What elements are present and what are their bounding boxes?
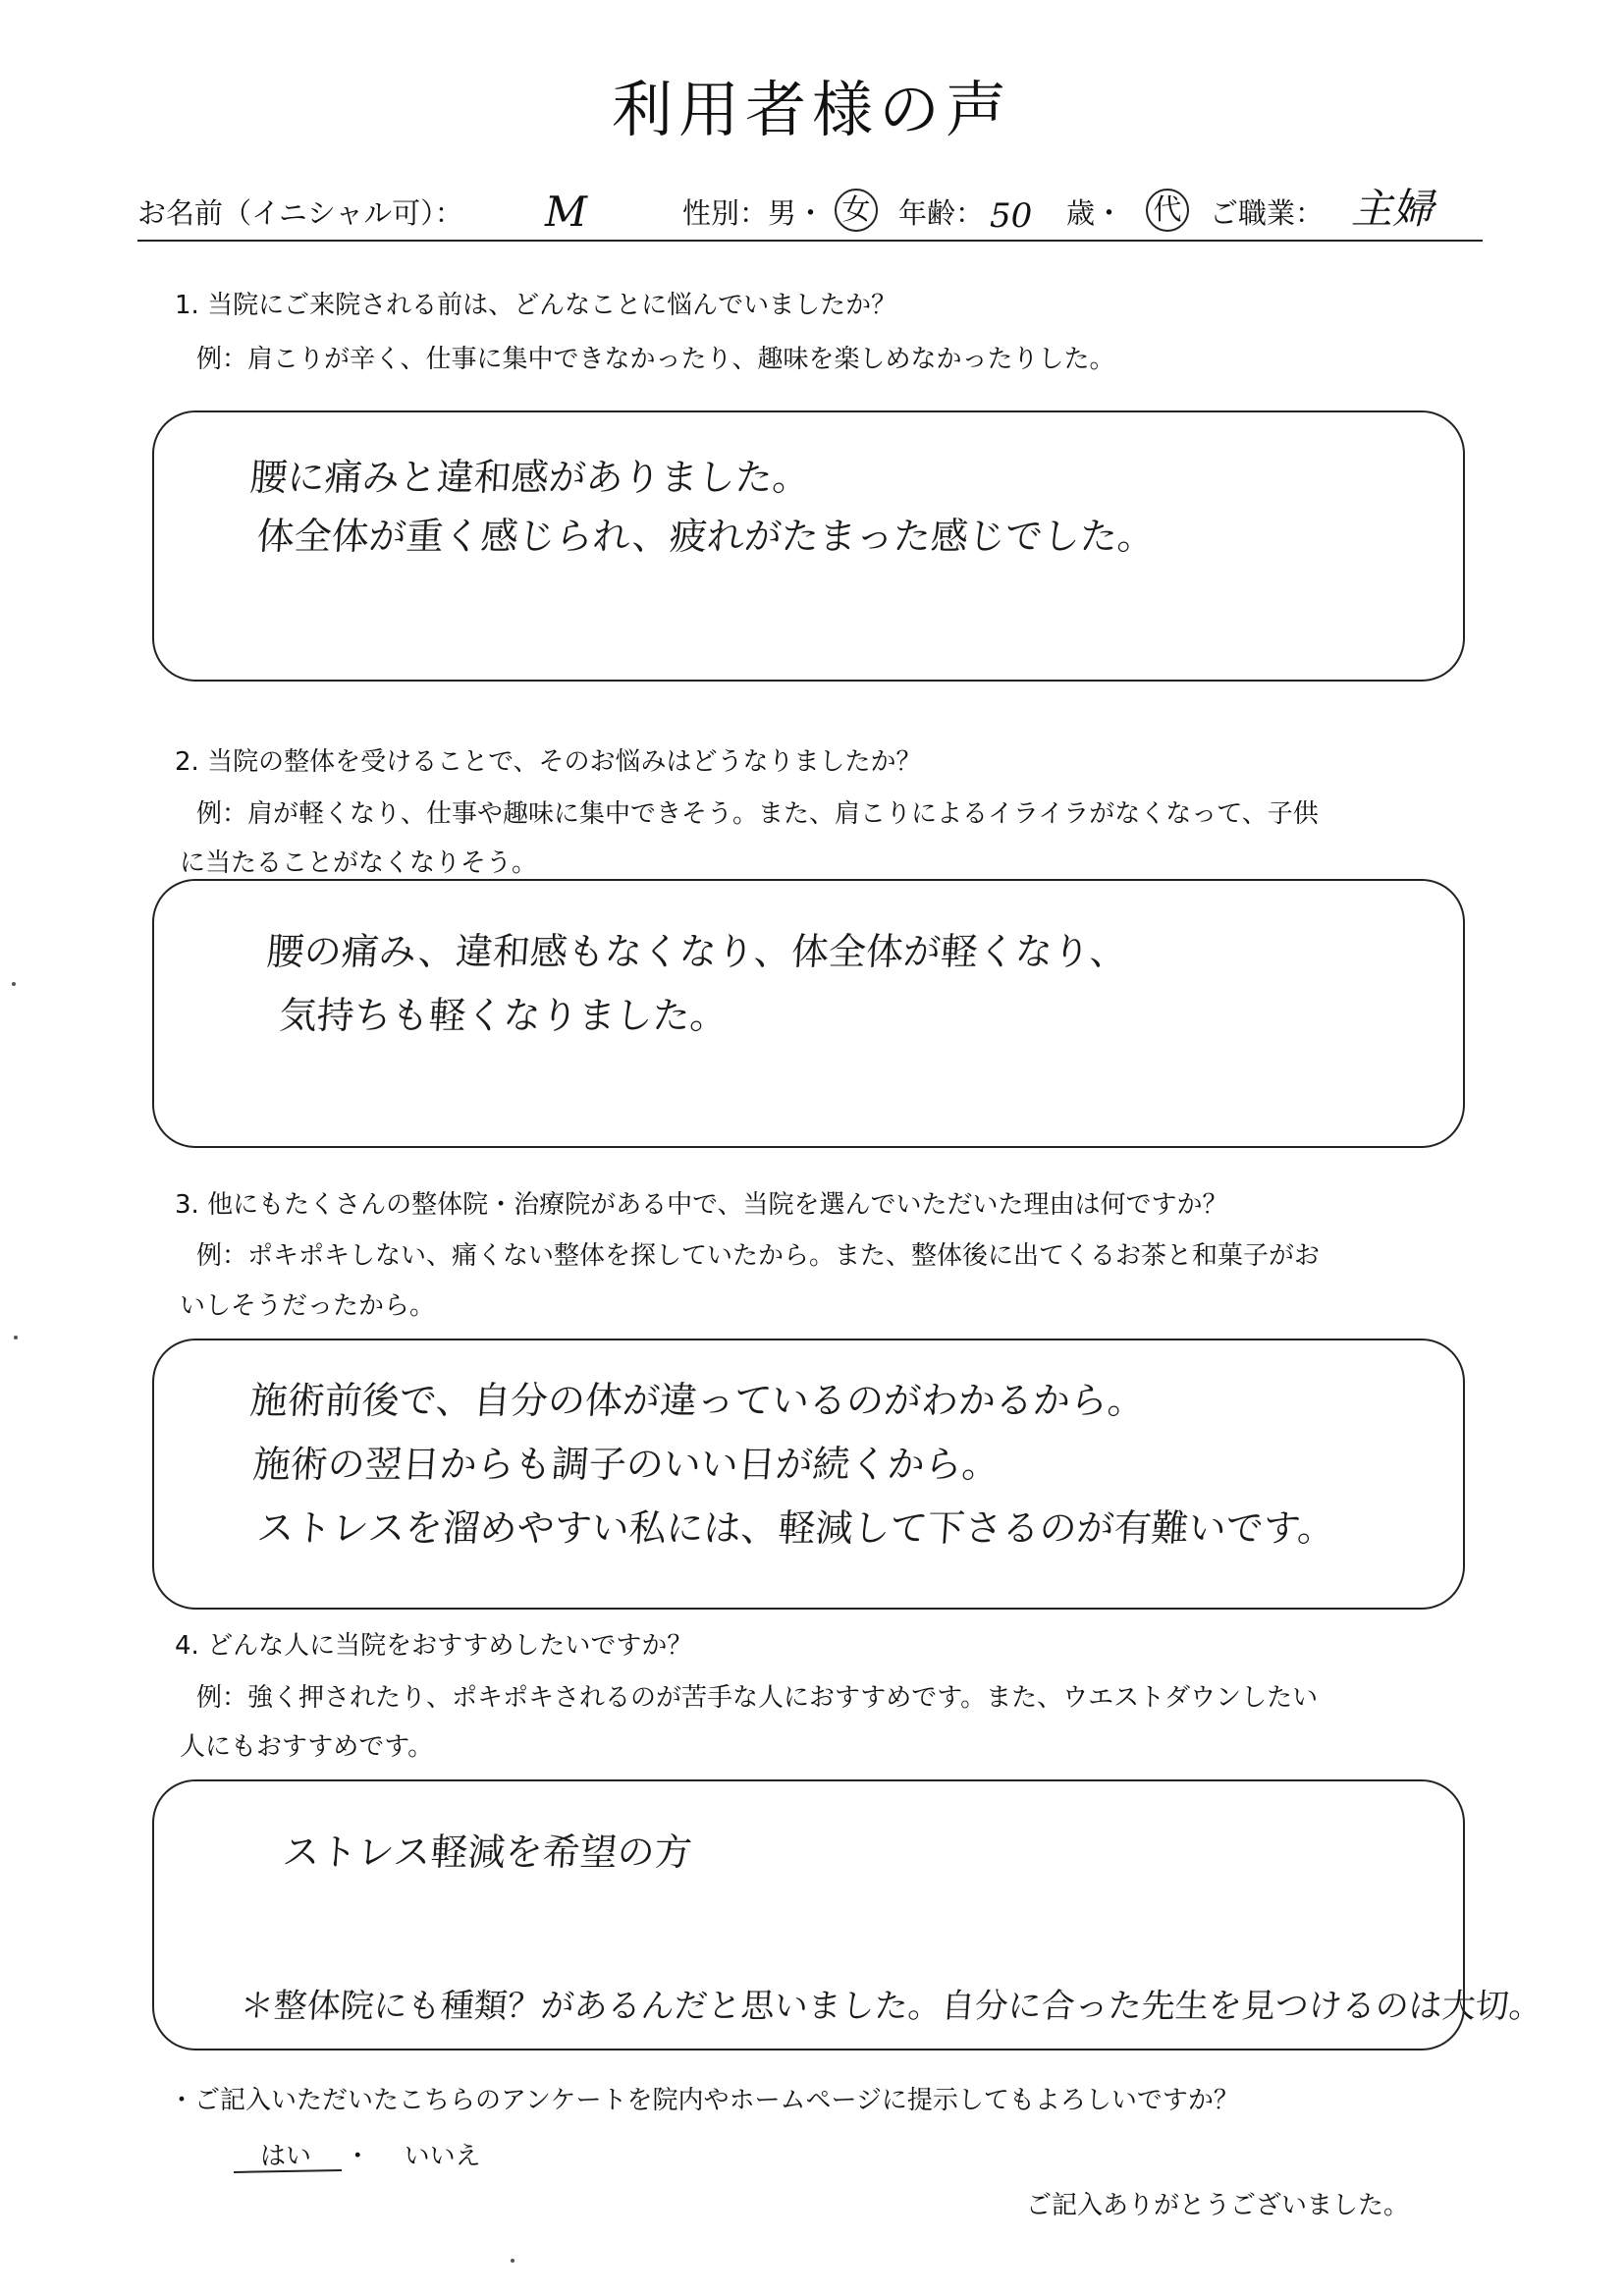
- question-1: [175, 285, 896, 321]
- question-2: [175, 741, 922, 778]
- question-text: 当院の整体を受けることで、そのお悩みはどうなりましたか？: [207, 747, 922, 777]
- job-label: ご職業：: [1210, 196, 1325, 230]
- consent-yes: はい: [260, 2142, 312, 2171]
- gender-selected-mark: 女: [835, 189, 878, 232]
- job-value: 主婦: [1351, 185, 1435, 233]
- age-value: 50: [990, 196, 1033, 236]
- answer-line: 施術の翌日からも調子のいい日が続くから。: [251, 1443, 1001, 1486]
- name-value: M: [545, 188, 588, 236]
- gender-label: 性別：男・: [682, 196, 826, 230]
- answer-line: ストレス軽減を希望の方: [281, 1831, 694, 1874]
- answer-line: 気持ちも軽くなりました。: [278, 994, 730, 1037]
- consent-question: ・ご記入いただいたこちらのアンケートを院内やホームページに提示してもよろしいですか？: [169, 2086, 1239, 2115]
- consent-no: いいえ: [404, 2142, 481, 2171]
- consent-separator: ・: [345, 2142, 371, 2171]
- question-number: 1.: [175, 291, 199, 320]
- gender-selected: [833, 189, 880, 232]
- age-label: 年齢：: [898, 196, 985, 230]
- example-text: 例：肩こりが辛く、仕事に集中できなかったり、趣味を楽しめなかったりした。: [196, 345, 1115, 374]
- example-text: 人にもおすすめです。: [180, 1732, 434, 1762]
- question-number: 4.: [175, 1631, 199, 1661]
- question-text: 当院にご来院される前は、どんなことに悩んでいましたか？: [207, 291, 897, 320]
- question-4: [175, 1625, 692, 1662]
- scan-speck: [14, 1336, 18, 1339]
- closing-message: ご記入ありがとうございました。: [1026, 2191, 1410, 2220]
- age-unit: 歳・: [1066, 196, 1124, 230]
- consent-yes-underline: [234, 2169, 342, 2173]
- answer-line: 施術前後で、自分の体が違っているのがわかるから。: [248, 1379, 1147, 1422]
- scan-speck: [511, 2259, 514, 2263]
- question-text: 他にもたくさんの整体院・治療院がある中で、当院を選んでいただいた理由は何ですか？: [207, 1190, 1228, 1220]
- answer-line: ストレスを溜めやすい私には、軽減して下さるのが有難いです。: [255, 1506, 1337, 1550]
- consent-options: [260, 2136, 481, 2172]
- question-text: どんな人に当院をおすすめしたいですか？: [207, 1631, 693, 1661]
- answer-line: 腰に痛みと違和感がありました。: [248, 456, 812, 499]
- scan-speck: [12, 982, 16, 986]
- example-text: 例：強く押されたり、ポキポキされるのが苦手な人におすすめです。また、ウエストダウンしたい: [196, 1683, 1319, 1713]
- example-text: 例：ポキポキしない、痛くない整体を探していたから。また、整体後に出てくるお茶と和菓子がお: [196, 1241, 1321, 1271]
- answer-line: ＊整体院にも種類？があるんだと思いました。自分に合った先生を見つけるのは大切。: [239, 1987, 1544, 2026]
- name-label: お名前（イニシャル可）：: [137, 196, 463, 230]
- question-3: [175, 1184, 1228, 1221]
- example-text: に当たることがなくなりそう。: [180, 848, 538, 878]
- respondent-info-row: [137, 185, 1483, 242]
- example-text: いしそうだったから。: [180, 1291, 436, 1321]
- question-number: 2.: [175, 747, 199, 777]
- age-selected: [1144, 189, 1191, 232]
- answer-line: 腰の痛み、違和感もなくなり、体全体が軽くなり、: [265, 930, 1129, 973]
- example-text: 例：肩が軽くなり、仕事や趣味に集中できそう。また、肩こりによるイライラがなくなって、子供: [196, 799, 1319, 829]
- question-number: 3.: [175, 1190, 199, 1220]
- page-title: 利用者様の声: [611, 74, 1012, 145]
- answer-line: 体全体が重く感じられ、疲れがたまった感じでした。: [255, 515, 1157, 558]
- age-selected-mark: 代: [1146, 189, 1189, 232]
